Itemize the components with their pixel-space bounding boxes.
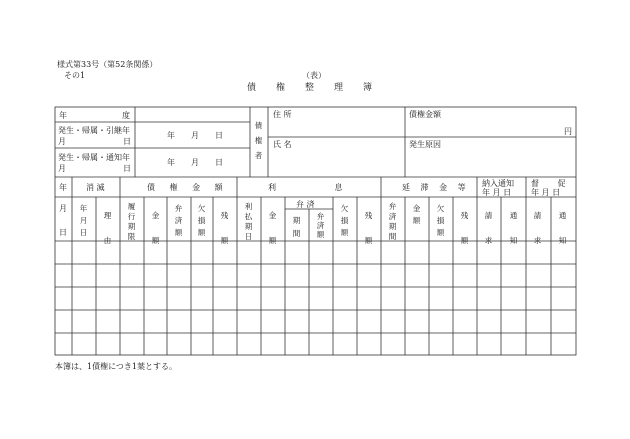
col-change: 消 滅: [86, 183, 105, 192]
col-interest: 利 息: [268, 183, 371, 192]
col-day: 日: [59, 228, 67, 237]
col-request: 請求: [484, 211, 493, 245]
degree-label: 度: [122, 111, 130, 120]
col-interest-amount: 金額: [268, 211, 277, 245]
amount-label: 債権金額: [409, 110, 441, 119]
col-ymd: 年月日: [79, 204, 88, 237]
col-amount3: 金額: [412, 204, 421, 225]
address-label: 住 所: [273, 110, 292, 119]
col-repayment-group: 弁 済: [296, 200, 315, 209]
col-period: 期間: [292, 216, 301, 238]
col-amount: 金額: [151, 211, 160, 245]
col-request2: 請求: [533, 211, 542, 245]
transfer-ymd-month: 月: [191, 131, 199, 140]
col-notice: 通知: [509, 211, 518, 245]
col-loss3: 欠損額: [436, 204, 445, 237]
col-late-fee: 延 滞 金 等: [402, 183, 470, 192]
col-repaid-amount: 弁済額: [316, 212, 325, 239]
notice-ymd-year: 年: [167, 158, 175, 167]
col-balance2: 残額: [364, 211, 373, 245]
notice-ymd-month: 月: [191, 158, 199, 167]
col-debt-amount: 債 権 金 額: [147, 183, 229, 192]
col-interest-due: 利払期日: [244, 202, 253, 241]
col-month: 月: [59, 204, 67, 213]
col-repayment-period: 弁済期間: [388, 202, 397, 241]
col-reason: 理由: [103, 211, 112, 245]
year-label: 年: [59, 111, 67, 120]
transfer-ymd-year: 年: [167, 131, 175, 140]
col-reminder: 督 促: [531, 179, 574, 188]
debtor-label: 債権者: [254, 121, 263, 160]
footer-note: 本簿は、1債権につき1葉とする。: [55, 362, 178, 371]
transfer-ymd-day: 日: [215, 131, 223, 140]
col-due-date: 履行期限: [127, 202, 136, 241]
cause-label: 発生原因: [409, 140, 441, 149]
col-balance3: 残額: [460, 211, 469, 245]
col-year: 年: [59, 183, 67, 192]
transfer-label: 発生・帰属・引継年: [58, 126, 130, 135]
col-notice2: 通知: [558, 211, 567, 245]
notice-label-month: 月: [58, 164, 66, 173]
col-reminder-date: 年 月 日: [531, 188, 561, 197]
col-payment-notice-date: 年 月 日: [482, 188, 512, 197]
transfer-label-month: 月: [58, 137, 66, 146]
transfer-label-day: 日: [123, 137, 131, 146]
col-loss2: 欠損額: [340, 204, 349, 237]
name-label: 氏 名: [273, 140, 292, 149]
sub-number: その1: [64, 71, 86, 80]
side-label: （表）: [302, 71, 326, 80]
notice-label: 発生・帰属・通知年: [58, 153, 130, 162]
yen-label: 円: [564, 127, 572, 136]
notice-ymd-day: 日: [215, 158, 223, 167]
page-title: 債権整理簿: [247, 83, 393, 93]
col-payment-notice: 納入通知: [482, 179, 514, 188]
notice-label-day: 日: [123, 164, 131, 173]
col-loss: 欠損額: [197, 204, 206, 237]
col-balance: 残額: [220, 211, 229, 245]
form-number: 様式第33号（第52条関係）: [57, 60, 158, 69]
col-repaid: 弁済額: [174, 204, 183, 237]
